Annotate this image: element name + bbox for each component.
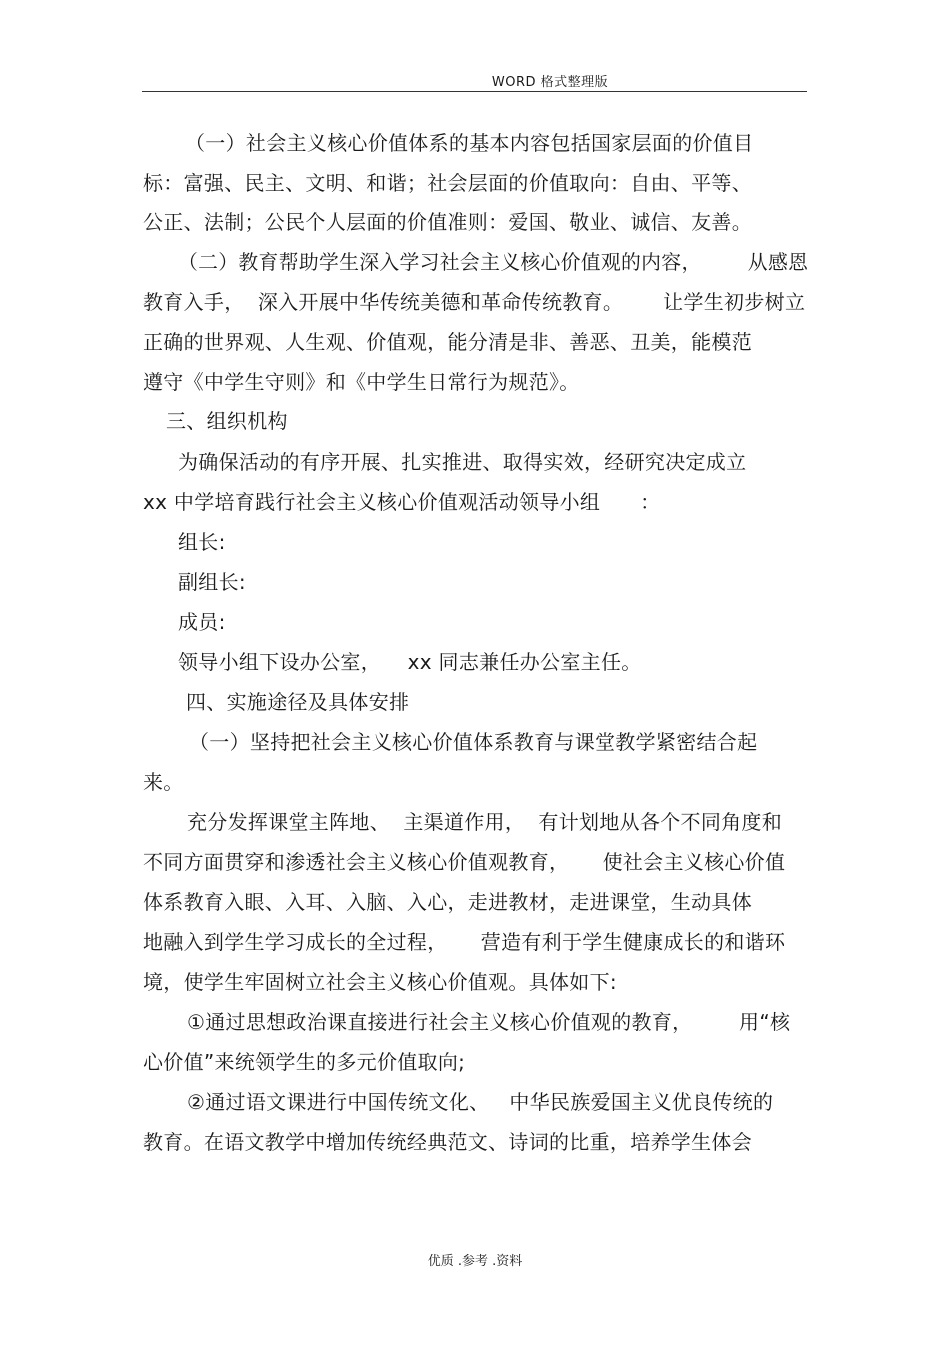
- header-divider: [142, 91, 807, 92]
- text-line: 领导小组下设办公室， xx 同志兼任办公室主任。: [178, 650, 642, 674]
- text-line: 公正、法制；公民个人层面的价值准则：爱国、敬业、诚信、友善。: [143, 210, 752, 234]
- text-line: 教育。在语文教学中增加传统经典范文、诗词的比重，培养学生体会: [143, 1130, 752, 1154]
- text-line: （二）教育帮助学生深入学习社会主义核心价值观的内容， 从感恩: [178, 250, 809, 274]
- text-line: 教育入手， 深入开展中华传统美德和革命传统教育。 让学生初步树立: [143, 290, 806, 314]
- text-line: 成员:: [178, 610, 226, 634]
- text-line: 正确的世界观、人生观、价值观，能分清是非、善恶、丑美，能模范: [143, 330, 752, 354]
- text-line: （一）社会主义核心价值体系的基本内容包括国家层面的价值目: [185, 131, 754, 155]
- text-line: （一）坚持把社会主义核心价值体系教育与课堂教学紧密结合起: [189, 730, 758, 754]
- text-line: 充分发挥课堂主阵地、 主渠道作用， 有计划地从各个不同角度和: [187, 810, 783, 834]
- text-line: 心价值”来统领学生的多元价值取向;: [143, 1050, 466, 1074]
- page-header: WORD 格式整理版: [491, 75, 609, 90]
- text-line: 地融入到学生学习成长的全过程， 营造有利于学生健康成长的和谐环: [143, 930, 786, 954]
- text-line: 不同方面贯穿和渗透社会主义核心价值观教育， 使社会主义核心价值: [143, 850, 786, 874]
- text-line: 境，使学生牢固树立社会主义核心价值观。具体如下:: [143, 970, 617, 994]
- text-line: ②通过语文课进行中国传统文化、 中华民族爱国主义优良传统的: [187, 1090, 774, 1114]
- text-line: 遵守《中学生守则》和《中学生日常行为规范》。: [143, 370, 580, 394]
- section-heading: 三、组织机构: [166, 409, 288, 433]
- text-line: 副组长:: [178, 570, 246, 594]
- text-line: xx 中学培育践行社会主义核心价值观活动领导小组 ：: [143, 490, 661, 514]
- text-line: ①通过思想政治课直接进行社会主义核心价值观的教育， 用“核: [187, 1010, 791, 1034]
- text-line: 为确保活动的有序开展、扎实推进、取得实效，经研究决定成立: [178, 450, 747, 474]
- page-footer: 优质 .参考 .资料: [427, 1254, 523, 1269]
- text-line: 组长:: [178, 530, 226, 554]
- text-line: 来。: [143, 770, 184, 794]
- section-heading: 四、实施途径及具体安排: [186, 690, 410, 714]
- text-line: 体系教育入眼、入耳、入脑、入心，走进教材，走进课堂，生动具体: [143, 890, 752, 914]
- text-line: 标：富强、民主、文明、和谐；社会层面的价值取向：自由、平等、: [143, 171, 752, 195]
